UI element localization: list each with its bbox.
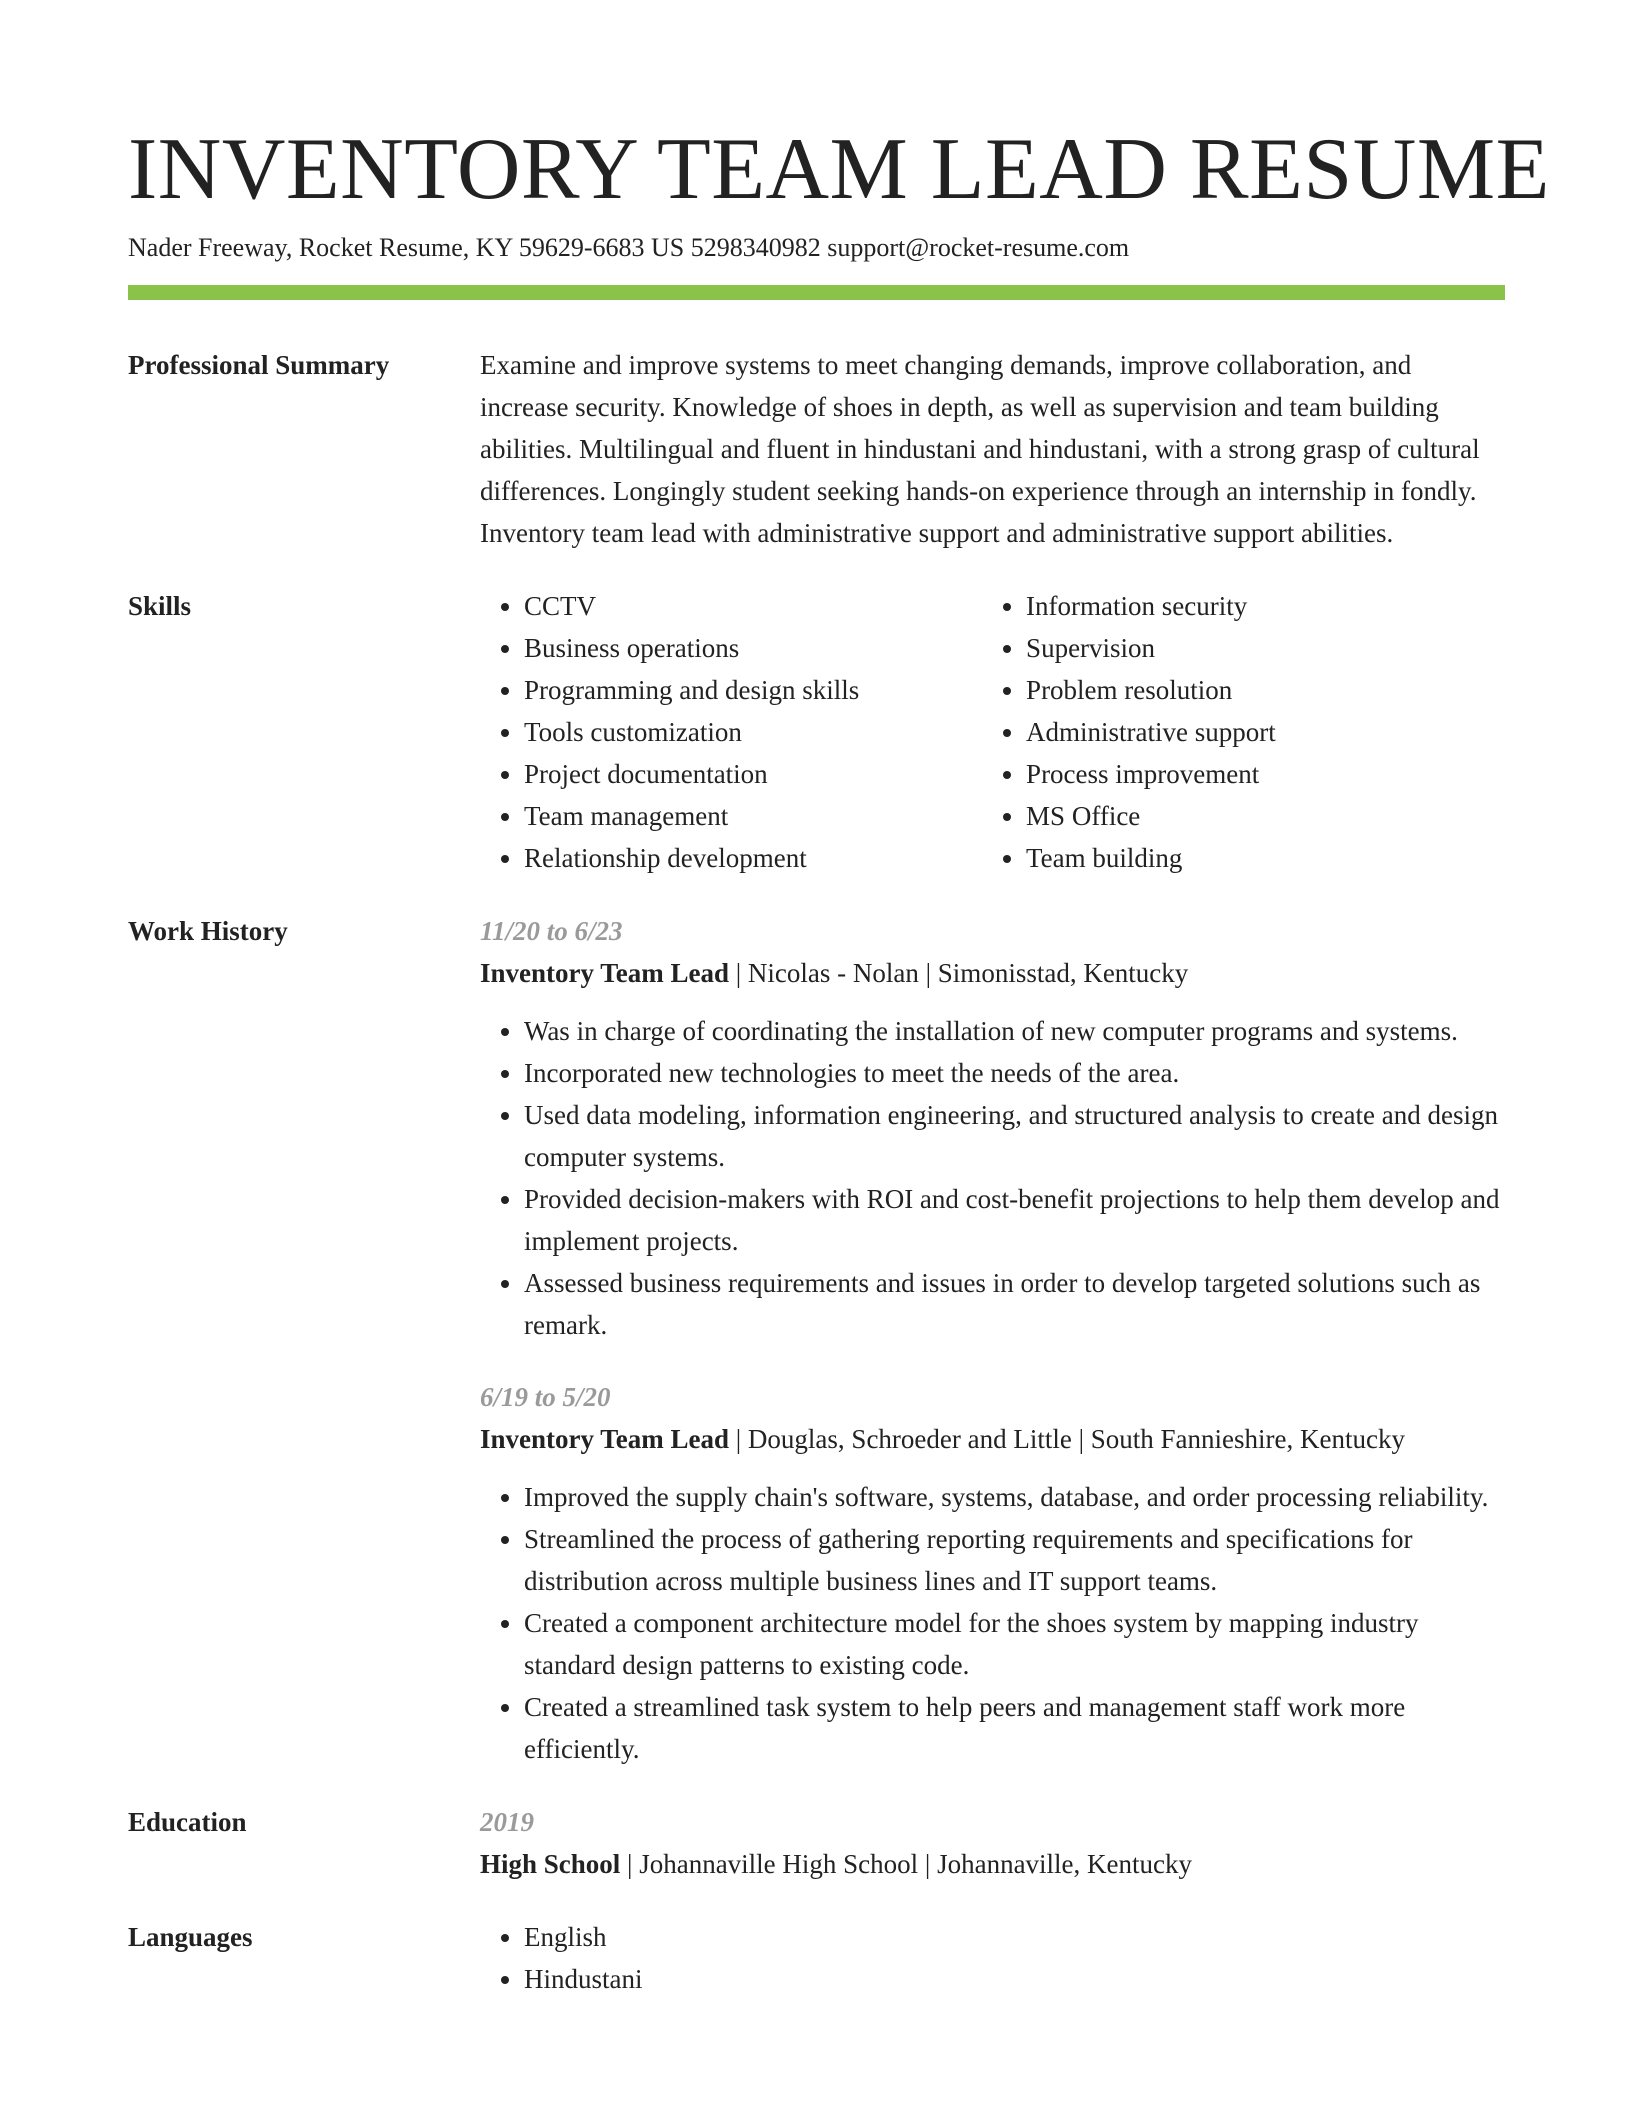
skill-item: • Information security xyxy=(1026,585,1504,627)
skill-item: • Relationship development xyxy=(524,837,982,879)
accent-divider xyxy=(128,285,1505,300)
job-role-line xyxy=(480,952,1504,994)
skill-item: • Problem resolution xyxy=(1026,669,1504,711)
job-bullets xyxy=(480,1476,1504,1770)
skill-item: • Tools customization xyxy=(524,711,982,753)
job-details: | Douglas, Schroeder and Little | South Fannieshire, Kentucky xyxy=(729,1424,1405,1454)
education-year: 2019 xyxy=(480,1807,534,1837)
skill-item: • Team building xyxy=(1026,837,1504,879)
languages-label: Languages xyxy=(128,1922,253,1952)
skill-item: • CCTV xyxy=(524,585,982,627)
language-item: • English xyxy=(524,1916,1504,1958)
skill-item: • Project documentation xyxy=(524,753,982,795)
job-bullet: • Used data modeling, information engineering, and structured analysis to create and design computer systems. xyxy=(524,1094,1504,1178)
resume-title: INVENTORY TEAM LEAD RESUME xyxy=(128,121,1550,218)
job-entry xyxy=(480,910,1504,1346)
summary-label: Professional Summary xyxy=(128,350,390,380)
job-bullet: • Was in charge of coordinating the installation of new computer programs and systems. xyxy=(524,1010,1504,1052)
job-bullets xyxy=(480,1010,1504,1346)
languages-list xyxy=(480,1916,1504,2000)
education-details: | Johannaville High School | Johannaville, Kentucky xyxy=(620,1849,1193,1879)
job-role-line xyxy=(480,1418,1504,1460)
summary-section xyxy=(128,344,1504,554)
education-line xyxy=(480,1843,1504,1885)
skills-column-right xyxy=(982,585,1504,879)
job-bullet: • Improved the supply chain's software, systems, database, and order processing reliability. xyxy=(524,1476,1504,1518)
job-title: Inventory Team Lead xyxy=(480,958,730,988)
job-dates: 11/20 to 6/23 xyxy=(480,916,623,946)
job-bullet: • Assessed business requirements and issues in order to develop targeted solutions such as remark. xyxy=(524,1262,1504,1346)
work-history-label: Work History xyxy=(128,916,288,946)
job-bullet: • Provided decision-makers with ROI and cost-benefit projections to help them develop and implement projects. xyxy=(524,1178,1504,1262)
skills-column-left xyxy=(480,585,982,879)
job-details: | Nicolas - Nolan | Simonisstad, Kentucky xyxy=(729,958,1189,988)
education-section xyxy=(128,1801,1504,1885)
job-entry xyxy=(480,1376,1504,1770)
job-dates: 6/19 to 5/20 xyxy=(480,1382,611,1412)
skill-item: • MS Office xyxy=(1026,795,1504,837)
job-bullet: • Streamlined the process of gathering reporting requirements and specifications for distribution across multiple business lines and IT support teams. xyxy=(524,1518,1504,1602)
resume-page xyxy=(128,0,1550,2000)
languages-section xyxy=(128,1916,1504,2000)
contact-info: Nader Freeway, Rocket Resume, KY 59629-6683 US 5298340982 support@rocket-resume.com xyxy=(128,233,1130,262)
job-bullet: • Created a streamlined task system to help peers and management staff work more efficiently. xyxy=(524,1686,1504,1770)
skill-item: • Business operations xyxy=(524,627,982,669)
language-item: • Hindustani xyxy=(524,1958,1504,2000)
skill-item: • Team management xyxy=(524,795,982,837)
education-degree: High School xyxy=(480,1849,621,1879)
job-title: Inventory Team Lead xyxy=(480,1424,730,1454)
job-bullet: • Created a component architecture model for the shoes system by mapping industry standard design patterns to existing code. xyxy=(524,1602,1504,1686)
skill-item: • Process improvement xyxy=(1026,753,1504,795)
skills-label: Skills xyxy=(128,591,192,621)
skill-item: • Administrative support xyxy=(1026,711,1504,753)
skills-section xyxy=(128,585,1504,879)
skill-item: • Programming and design skills xyxy=(524,669,982,711)
job-bullet: • Incorporated new technologies to meet the needs of the area. xyxy=(524,1052,1504,1094)
skills-list xyxy=(480,585,1504,879)
work-history-section xyxy=(128,910,1504,1770)
education-label: Education xyxy=(128,1807,247,1837)
skill-item: • Supervision xyxy=(1026,627,1504,669)
summary-text: Examine and improve systems to meet changing demands, improve collaboration, and increase security. Knowledge of shoes in depth, as well as supervision and team building abilities. Multilingual and fluent in hindustani and hindustani, with a strong grasp of cultural differences. Longingly student seeking hands-on experience through an internship in fondly. Inventory team lead with administrative support and administrative support abilities. xyxy=(480,350,1480,548)
